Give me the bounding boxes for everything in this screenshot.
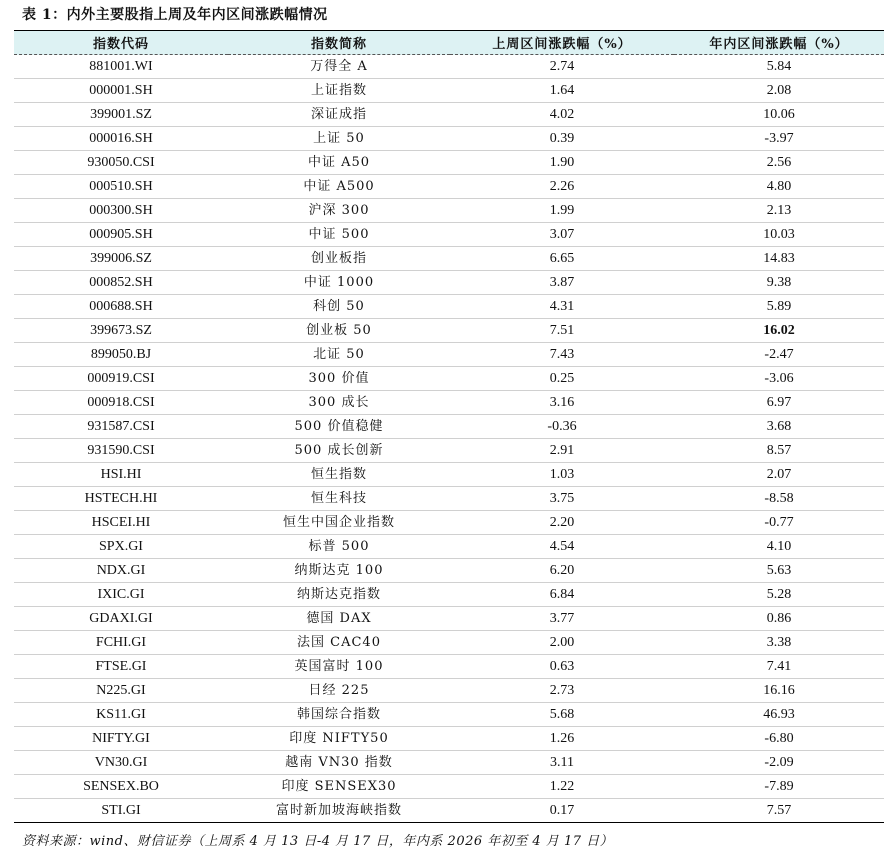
index-code-cell: 000852.SH [14,271,228,295]
table-row [14,439,884,463]
index-code-cell: STI.GI [14,799,228,823]
weekly-change-cell: 6.65 [450,247,674,271]
index-name-cell: 中证 A500 [228,175,450,199]
ytd-change-cell: 16.16 [674,679,884,703]
weekly-change-cell: 5.68 [450,703,674,727]
ytd-change-cell: 2.56 [674,151,884,175]
header-weekly-change: 上周区间涨跌幅（%） [450,31,674,55]
ytd-change-cell: 14.83 [674,247,884,271]
index-performance-table [14,30,884,823]
ytd-change-cell: 6.97 [674,391,884,415]
index-code-cell: N225.GI [14,679,228,703]
index-performance-table-container [14,30,884,823]
weekly-change-cell: -0.36 [450,415,674,439]
ytd-change-cell: -0.77 [674,511,884,535]
weekly-change-cell: 4.54 [450,535,674,559]
table-row [14,79,884,103]
index-name-cell: 日经 225 [228,679,450,703]
ytd-change-cell: 9.38 [674,271,884,295]
index-name-cell: 印度 SENSEX30 [228,775,450,799]
header-index-name: 指数简称 [228,31,450,55]
ytd-change-cell: 5.63 [674,559,884,583]
index-code-cell: 931587.CSI [14,415,228,439]
index-name-cell: 上证指数 [228,79,450,103]
index-name-cell: 创业板 50 [228,319,450,343]
index-code-cell: KS11.GI [14,703,228,727]
index-code-cell: FCHI.GI [14,631,228,655]
index-name-cell: 恒生指数 [228,463,450,487]
index-name-cell: 越南 VN30 指数 [228,751,450,775]
header-row [14,31,884,55]
index-code-cell: 000001.SH [14,79,228,103]
index-name-cell: 300 价值 [228,367,450,391]
index-name-cell: 纳斯达克 100 [228,559,450,583]
ytd-change-cell: 10.06 [674,103,884,127]
index-name-cell: 韩国综合指数 [228,703,450,727]
table-row [14,271,884,295]
table-row [14,319,884,343]
index-name-cell: 恒生中国企业指数 [228,511,450,535]
header-ytd-change: 年内区间涨跌幅（%） [674,31,884,55]
index-code-cell: 000905.SH [14,223,228,247]
table-row [14,103,884,127]
index-name-cell: 英国富时 100 [228,655,450,679]
header-index-code: 指数代码 [14,31,228,55]
weekly-change-cell: 7.51 [450,319,674,343]
table-row [14,511,884,535]
weekly-change-cell: 6.20 [450,559,674,583]
index-name-cell: 沪深 300 [228,199,450,223]
index-name-cell: 300 成长 [228,391,450,415]
table-row [14,367,884,391]
index-name-cell: 上证 50 [228,127,450,151]
ytd-change-cell: -6.80 [674,727,884,751]
index-code-cell: SPX.GI [14,535,228,559]
index-code-cell: FTSE.GI [14,655,228,679]
index-name-cell: 深证成指 [228,103,450,127]
index-code-cell: IXIC.GI [14,583,228,607]
table-row [14,775,884,799]
ytd-change-cell: 5.28 [674,583,884,607]
table-row [14,679,884,703]
table-row [14,295,884,319]
index-code-cell: 899050.BJ [14,343,228,367]
weekly-change-cell: 1.22 [450,775,674,799]
index-name-cell: 法国 CAC40 [228,631,450,655]
weekly-change-cell: 1.64 [450,79,674,103]
table-row [14,127,884,151]
index-name-cell: 中证 A50 [228,151,450,175]
weekly-change-cell: 1.03 [450,463,674,487]
ytd-change-cell: 5.89 [674,295,884,319]
index-code-cell: GDAXI.GI [14,607,228,631]
table-row [14,727,884,751]
table-row [14,151,884,175]
weekly-change-cell: 2.73 [450,679,674,703]
index-name-cell: 恒生科技 [228,487,450,511]
index-code-cell: HSCEI.HI [14,511,228,535]
index-code-cell: NDX.GI [14,559,228,583]
table-row [14,703,884,727]
weekly-change-cell: 3.16 [450,391,674,415]
table-row [14,631,884,655]
index-code-cell: 000688.SH [14,295,228,319]
table-row [14,199,884,223]
index-code-cell: 881001.WI [14,55,228,79]
table-row [14,751,884,775]
ytd-change-cell: -2.09 [674,751,884,775]
weekly-change-cell: 3.75 [450,487,674,511]
weekly-change-cell: 2.20 [450,511,674,535]
weekly-change-cell: 3.11 [450,751,674,775]
source-note: 资料来源：wind、财信证券（上周系 4 月 13 日-4 月 17 日，年内系 2026 年初至 4 月 17 日） [22,834,614,849]
index-code-cell: 000919.CSI [14,367,228,391]
index-code-cell: SENSEX.BO [14,775,228,799]
table-row [14,487,884,511]
table-row [14,607,884,631]
ytd-change-cell: 0.86 [674,607,884,631]
table-row [14,463,884,487]
index-code-cell: 000300.SH [14,199,228,223]
weekly-change-cell: 0.63 [450,655,674,679]
index-code-cell: VN30.GI [14,751,228,775]
weekly-change-cell: 3.77 [450,607,674,631]
weekly-change-cell: 4.02 [450,103,674,127]
ytd-change-cell: 7.41 [674,655,884,679]
index-code-cell: 399001.SZ [14,103,228,127]
index-name-cell: 500 成长创新 [228,439,450,463]
ytd-change-cell: 8.57 [674,439,884,463]
table-row [14,175,884,199]
index-code-cell: 399006.SZ [14,247,228,271]
table-row [14,391,884,415]
weekly-change-cell: 4.31 [450,295,674,319]
index-code-cell: HSI.HI [14,463,228,487]
table-row [14,415,884,439]
index-code-cell: 399673.SZ [14,319,228,343]
ytd-change-cell: 4.80 [674,175,884,199]
ytd-change-cell: 10.03 [674,223,884,247]
table-header [14,31,884,55]
ytd-change-cell: 2.13 [674,199,884,223]
weekly-change-cell: 6.84 [450,583,674,607]
index-code-cell: HSTECH.HI [14,487,228,511]
ytd-change-cell: 2.07 [674,463,884,487]
table-row [14,55,884,79]
table-row [14,247,884,271]
index-name-cell: 万得全 A [228,55,450,79]
table-row [14,343,884,367]
table-row [14,799,884,823]
index-code-cell: NIFTY.GI [14,727,228,751]
index-name-cell: 印度 NIFTY50 [228,727,450,751]
index-name-cell: 标普 500 [228,535,450,559]
weekly-change-cell: 2.91 [450,439,674,463]
index-name-cell: 中证 1000 [228,271,450,295]
ytd-change-cell: -7.89 [674,775,884,799]
table-row [14,655,884,679]
table-row [14,583,884,607]
table-body [14,55,884,823]
weekly-change-cell: 3.07 [450,223,674,247]
ytd-change-cell: 7.57 [674,799,884,823]
index-name-cell: 创业板指 [228,247,450,271]
ytd-change-cell: 4.10 [674,535,884,559]
ytd-change-cell: -3.06 [674,367,884,391]
table-row [14,223,884,247]
weekly-change-cell: 1.26 [450,727,674,751]
table-row [14,535,884,559]
ytd-change-cell: 46.93 [674,703,884,727]
ytd-change-cell: 3.68 [674,415,884,439]
ytd-change-cell: -2.47 [674,343,884,367]
table-row [14,559,884,583]
weekly-change-cell: 1.90 [450,151,674,175]
index-name-cell: 500 价值稳健 [228,415,450,439]
ytd-change-cell: -8.58 [674,487,884,511]
weekly-change-cell: 1.99 [450,199,674,223]
weekly-change-cell: 3.87 [450,271,674,295]
ytd-change-cell: 3.38 [674,631,884,655]
index-name-cell: 北证 50 [228,343,450,367]
index-code-cell: 000016.SH [14,127,228,151]
weekly-change-cell: 2.74 [450,55,674,79]
index-name-cell: 富时新加坡海峡指数 [228,799,450,823]
index-code-cell: 000918.CSI [14,391,228,415]
index-name-cell: 科创 50 [228,295,450,319]
index-name-cell: 中证 500 [228,223,450,247]
weekly-change-cell: 7.43 [450,343,674,367]
ytd-change-cell: 5.84 [674,55,884,79]
weekly-change-cell: 2.26 [450,175,674,199]
weekly-change-cell: 0.25 [450,367,674,391]
index-code-cell: 930050.CSI [14,151,228,175]
ytd-change-cell: 16.02 [674,319,884,343]
weekly-change-cell: 0.39 [450,127,674,151]
index-code-cell: 931590.CSI [14,439,228,463]
table-caption: 表 1：内外主要股指上周及年内区间涨跌幅情况 [22,7,328,23]
weekly-change-cell: 0.17 [450,799,674,823]
index-name-cell: 纳斯达克指数 [228,583,450,607]
ytd-change-cell: -3.97 [674,127,884,151]
index-code-cell: 000510.SH [14,175,228,199]
index-name-cell: 德国 DAX [228,607,450,631]
weekly-change-cell: 2.00 [450,631,674,655]
ytd-change-cell: 2.08 [674,79,884,103]
